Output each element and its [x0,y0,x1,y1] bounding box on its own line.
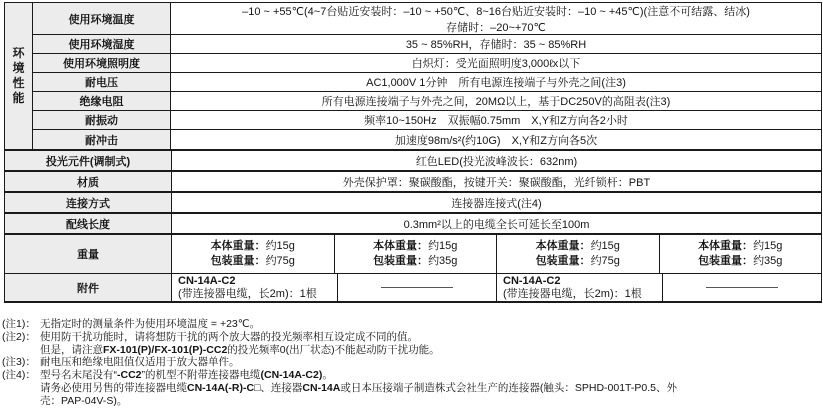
footnote-text [40,331,820,357]
row-ambient-illumination [33,54,821,73]
footnote-label: (注3)： [2,356,36,369]
weight-cell-2 [335,235,498,273]
row-value: 白炽灯：受光面照明度3,000ℓx以下 [411,58,581,70]
row-value: 0.3mm²以上的电缆全长可延长至100m [403,218,590,231]
row-label: 使用环境照明度 [33,54,171,72]
row-withstand-voltage [33,73,821,92]
footnotes [2,318,820,408]
row-value: AC1,000V 1分钟 所有电源连接端子与外壳之间(注3) [366,77,626,89]
gross-weight: 包装重量：约35g [373,255,458,267]
net-weight: 本体重量：约15g [373,240,458,252]
accessory-model: CN-14A-C2 [503,274,561,287]
footnote-text [40,356,820,369]
footnote-label: (注2)： [2,330,36,343]
env-side-label [5,3,33,149]
accessory-model: CN-14A-C2 [178,274,236,287]
dash-placeholder [381,287,453,288]
row-label: 配线长度 [5,214,172,233]
side-char: 性 [12,76,25,90]
row-label: 耐冲击 [33,130,171,149]
row-vibration-resistance [33,111,821,130]
row-label: 投光元件(调制式) [5,151,172,170]
row-cable-length [4,214,822,235]
dash-placeholder [706,287,778,288]
value-line-2: 存储时：–20~+70℃ [446,21,546,34]
footnote-4 [2,369,820,407]
row-value: 红色LED(投光波峰波长：632nm) [415,155,578,168]
footnote-3 [2,356,820,369]
accessory-desc: (带连接器电缆，长2m)：1根 [178,287,317,300]
footnote-line: 使用防干扰功能时，请将想防干扰的两个放大器的投光频率相互设定成不同的值。 [40,330,418,343]
row-label: 材质 [5,172,172,191]
row-material [4,172,822,193]
row-accessory [4,274,822,303]
accessory-cell-1 [172,274,338,301]
weight-cell-3 [497,235,660,273]
side-char: 环 [12,46,25,60]
weight-cell-1 [172,235,335,273]
row-label: 使用环境湿度 [33,35,171,53]
footnote-line: 耐电压和绝缘电阻值仅适用于放大器单件。 [40,356,240,369]
side-char: 境 [12,61,25,75]
footnote-label: (注1)： [2,318,36,330]
row-label: 耐振动 [33,111,171,129]
row-label: 连接方式 [5,193,172,212]
net-weight: 本体重量：约15g [535,240,620,252]
row-value: 加速度98m/s²(约10G) X,Y和Z方向各5次 [394,134,598,147]
row-label: 使用环境温度 [33,3,171,34]
footnote-label: (注4)： [2,369,36,382]
row-shock-resistance [33,130,821,149]
accessory-cell-4 [663,274,822,301]
footnote-line: 壳：PAP-04V-S)。 [40,394,128,407]
value-line-1: –10 ~ +55℃(4~7台贴近安装时：–10 ~ +50℃、8~16台贴近安装时：–10 ~ +45℃)(注意不可结露、结冰) [242,5,750,18]
row-value: 连接器连接式(注4) [451,197,542,210]
row-label: 重量 [5,235,172,273]
row-connection-method [4,193,822,214]
gross-weight: 包装重量：约35g [698,255,783,267]
gross-weight: 包装重量：约75g [210,255,295,267]
accessory-cell-2 [338,274,498,301]
net-weight: 本体重量：约15g [210,240,295,252]
row-label: 绝缘电阻 [33,92,171,110]
footnote-2 [2,331,820,357]
row-label: 耐电压 [33,73,171,91]
row-insulation-resistance [33,92,821,111]
row-value: 外壳保护罩：聚碳酸酯，按键开关：聚碳酸酯，光纤锁杆：PBT [342,176,651,189]
env-rows [33,3,821,149]
footnote-1 [2,318,820,331]
footnote-line: 无指定时的测量条件为使用环境温度 = +23℃。 [40,318,261,330]
spec-table [4,2,822,303]
row-emitting-element [4,151,822,172]
footnote-line: 但是，请注意FX-101(P)/FX-101(P)-CC2的投光频率0(出厂状态)不能起动防干扰功能。 [40,343,440,356]
side-char: 能 [12,91,25,105]
footnote-line: 型号名末尾没有“-CC2”的机型不附带连接器电缆(CN-14A-C2)。 [40,369,333,382]
accessory-desc: (带连接器电缆，长2m)：1根 [503,287,642,300]
row-label: 附件 [5,274,172,301]
row-operating-temperature [33,3,821,35]
row-value [171,3,821,34]
row-value: 频率10~150Hz 双振幅0.75mm X,Y和Z方向各2小时 [364,115,628,127]
row-value: 35 ~ 85%RH，存储时：35 ~ 85%RH [405,39,587,51]
row-weight [4,235,822,274]
row-operating-humidity [33,35,821,54]
row-value: 所有电源连接端子与外壳之间，20MΩ以上，基于DC250V的高阻表(注3) [321,96,671,108]
footnote-line: 请务必使用另售的带连接器电缆CN-14A(-R)-C□、连接器CN-14A或日本压接端子制造株式会社生产的连接器(触头：SPHD-001T-P0.5、外 [40,381,677,394]
footnote-text [40,369,820,407]
env-section [4,3,822,151]
accessory-cell-3 [497,274,663,301]
gross-weight: 包装重量：约75g [535,255,620,267]
net-weight: 本体重量：约15g [698,240,783,252]
weight-cell-4 [660,235,822,273]
footnote-text [40,318,820,331]
